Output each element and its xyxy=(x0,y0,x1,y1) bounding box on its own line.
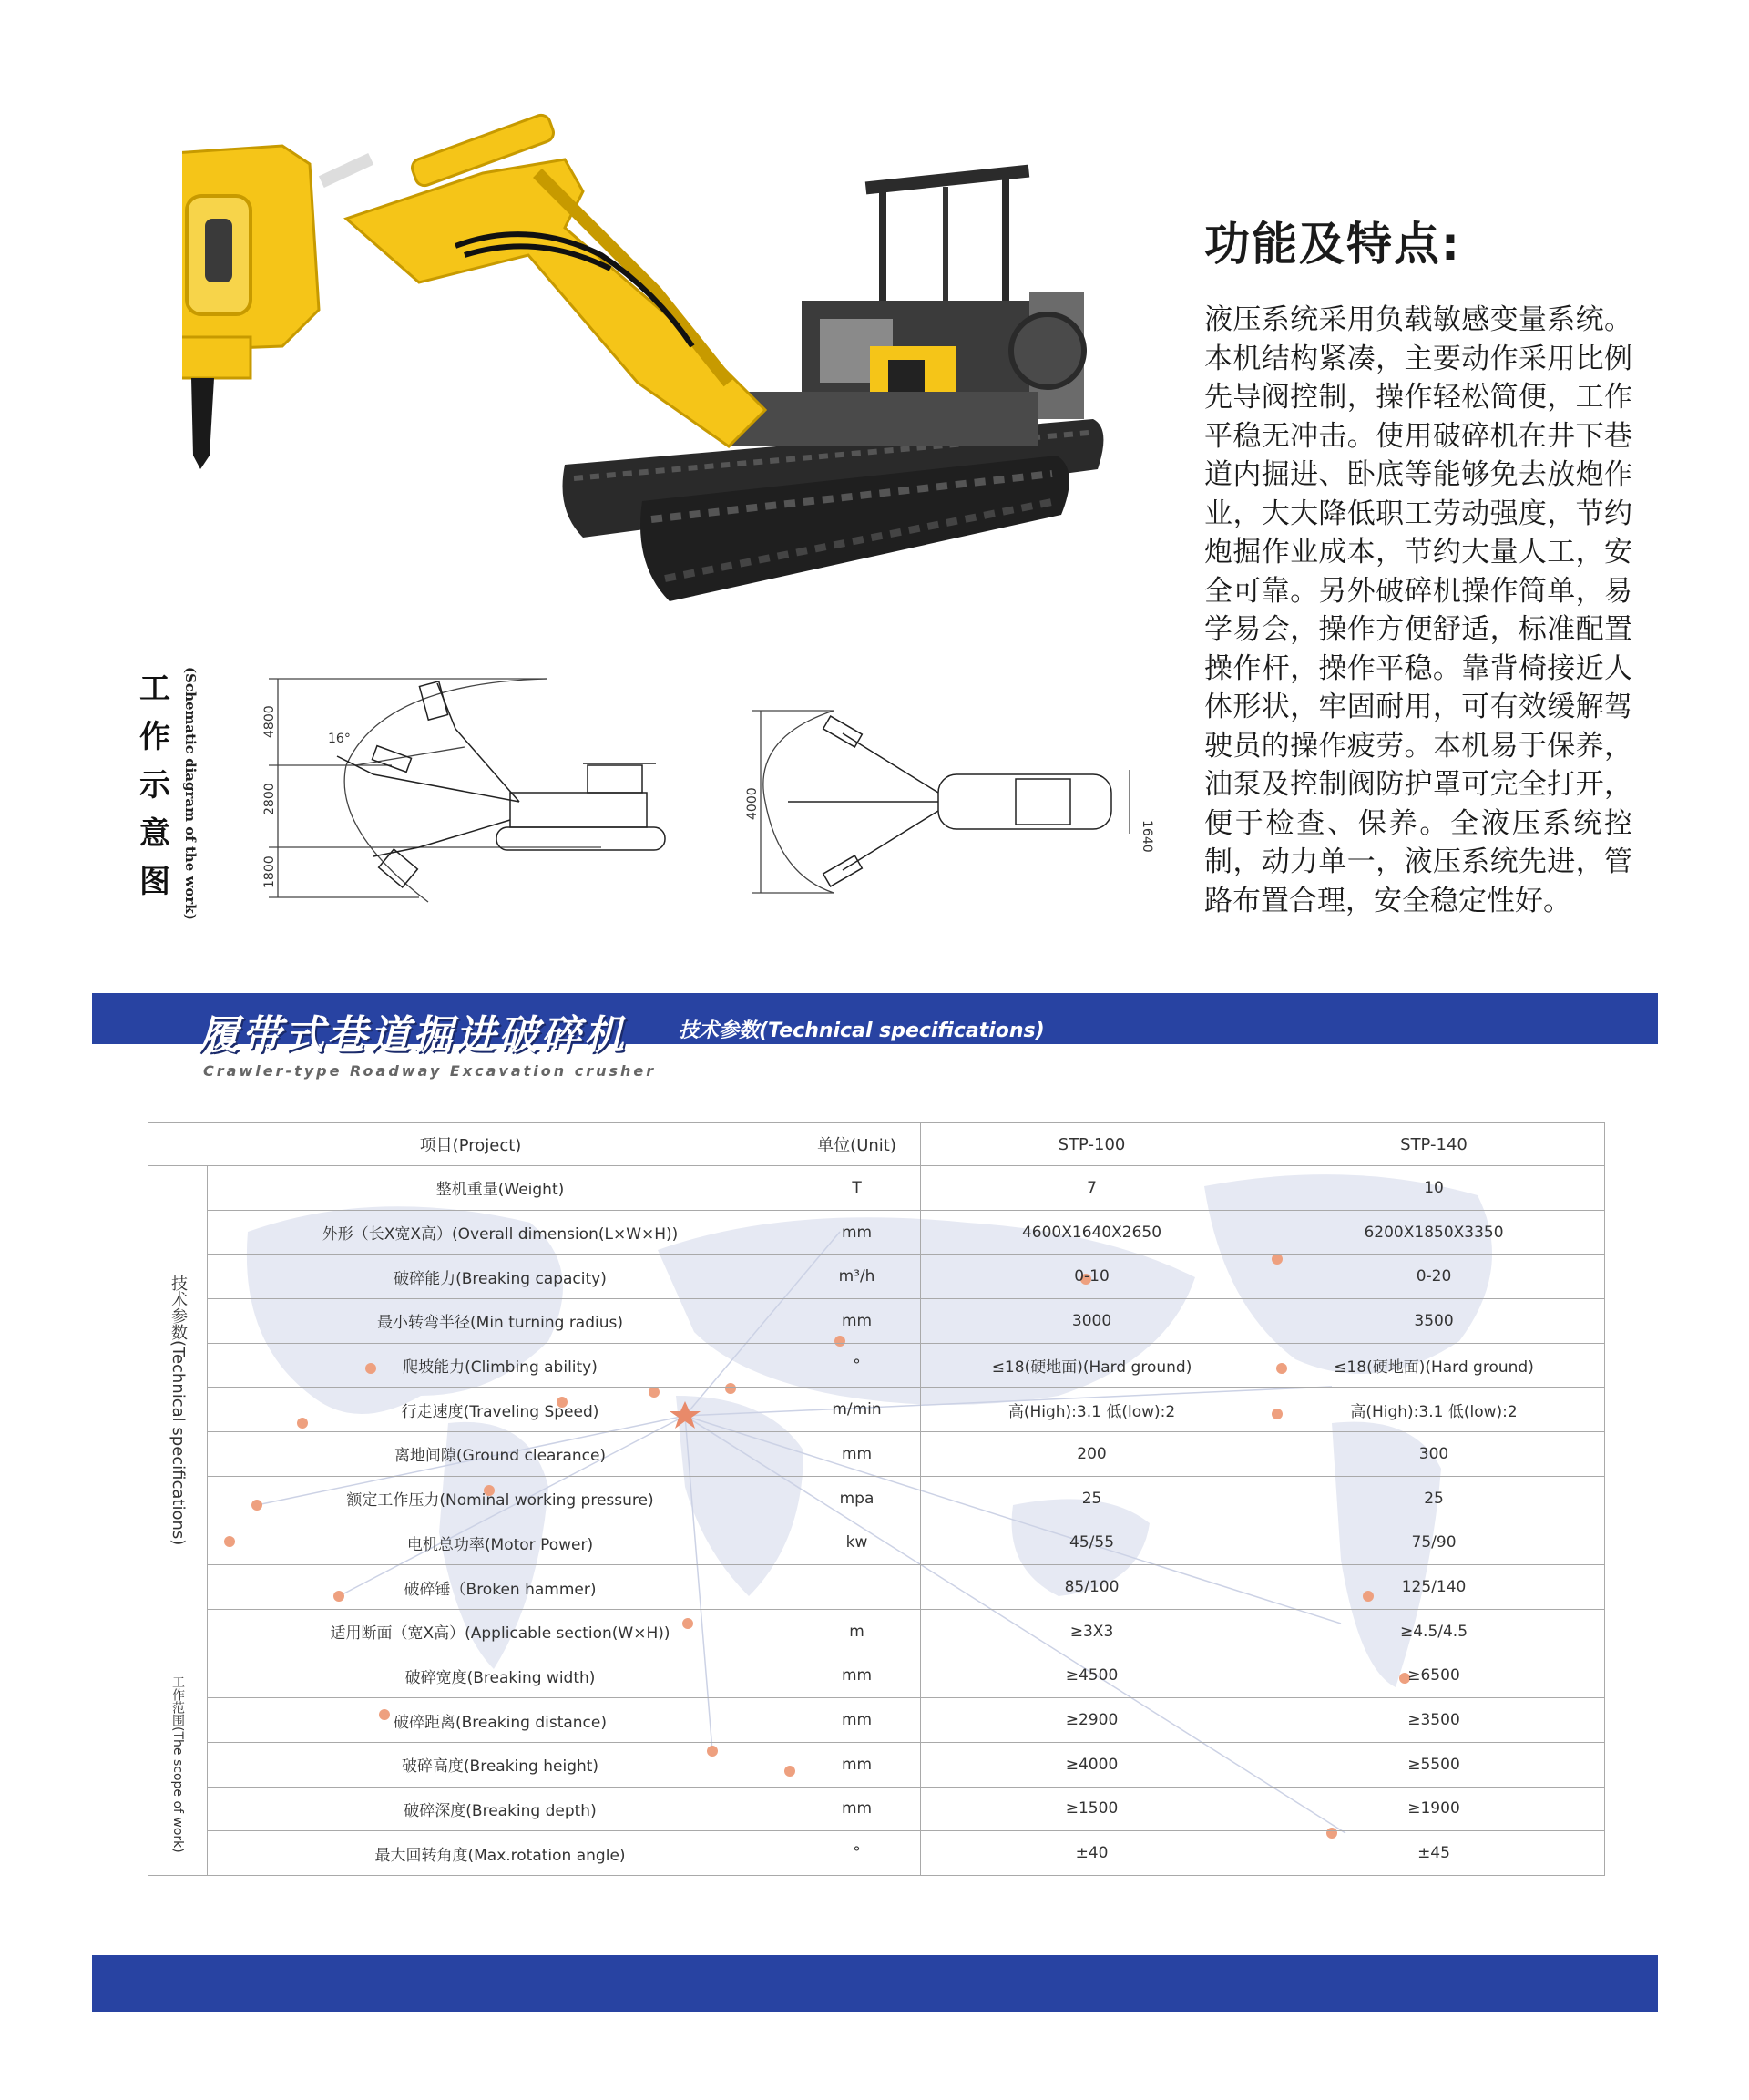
schematic-title-char: 工 xyxy=(139,671,170,707)
item-cell: 外形（长X宽X高）(Overall dimension(L×W×H)) xyxy=(208,1210,793,1255)
table-row xyxy=(148,1565,1605,1610)
table-row xyxy=(148,1742,1605,1787)
stp100-cell: 高(High):3.1 低(low):2 xyxy=(921,1388,1263,1432)
unit-cell: mm xyxy=(793,1787,921,1831)
header-model-1: STP-100 xyxy=(921,1123,1263,1166)
header-unit: 单位(Unit) xyxy=(793,1123,921,1166)
top-view-schematic xyxy=(742,702,1157,897)
stp100-cell: 45/55 xyxy=(921,1521,1263,1565)
item-cell: 破碎能力(Breaking capacity) xyxy=(208,1255,793,1299)
item-cell: 破碎高度(Breaking height) xyxy=(208,1742,793,1787)
stp100-cell: 25 xyxy=(921,1476,1263,1521)
spec-table-container xyxy=(148,1122,1604,1875)
crusher-machine-image xyxy=(182,109,1120,702)
stp100-cell: ≥1500 xyxy=(921,1787,1263,1831)
unit-cell: ° xyxy=(793,1831,921,1876)
unit-cell: mm xyxy=(793,1654,921,1698)
unit-cell: ° xyxy=(793,1343,921,1388)
dimension-4800: 4800 xyxy=(262,705,277,738)
item-cell: 行走速度(Traveling Speed) xyxy=(208,1388,793,1432)
stp100-cell: 3000 xyxy=(921,1299,1263,1344)
stp140-cell: ≥3500 xyxy=(1263,1698,1605,1743)
unit-cell: mm xyxy=(793,1432,921,1477)
item-cell: 破碎宽度(Breaking width) xyxy=(208,1654,793,1698)
schematic-title-en: (Schematic diagram of the work) xyxy=(182,667,199,920)
features-title: 功能及特点: xyxy=(1204,218,1461,271)
unit-cell: m³/h xyxy=(793,1255,921,1299)
item-cell: 破碎锤（Broken hammer) xyxy=(208,1565,793,1610)
stp140-cell: ±45 xyxy=(1263,1831,1605,1876)
table-row xyxy=(148,1210,1605,1255)
stp140-cell: 高(High):3.1 低(low):2 xyxy=(1263,1388,1605,1432)
spec-table xyxy=(148,1122,1605,1876)
item-cell: 最大回转角度(Max.rotation angle) xyxy=(208,1831,793,1876)
stp140-cell: 25 xyxy=(1263,1476,1605,1521)
stp140-cell: ≥4.5/4.5 xyxy=(1263,1609,1605,1654)
header-project: 项目(Project) xyxy=(148,1123,793,1166)
table-row xyxy=(148,1166,1605,1211)
table-row xyxy=(148,1432,1605,1477)
stp100-cell: ≥3X3 xyxy=(921,1609,1263,1654)
category-label: 技术参数(Technical specifications) xyxy=(169,1274,188,1545)
category-label: 工作范围(The scope of work) xyxy=(170,1675,185,1854)
unit-cell: m/min xyxy=(793,1388,921,1432)
item-cell: 破碎深度(Breaking depth) xyxy=(208,1787,793,1831)
table-row xyxy=(148,1476,1605,1521)
table-row xyxy=(148,1831,1605,1876)
item-cell: 破碎距离(Breaking distance) xyxy=(208,1698,793,1743)
dimension-2800: 2800 xyxy=(262,783,277,815)
unit-cell: m xyxy=(793,1609,921,1654)
stp140-cell: ≥5500 xyxy=(1263,1742,1605,1787)
schematic-title-char: 作 xyxy=(139,719,170,755)
banner-spec-label: 技术参数(Technical specifications) xyxy=(679,1019,1045,1042)
item-cell: 电机总功率(Motor Power) xyxy=(208,1521,793,1565)
item-cell: 爬坡能力(Climbing ability) xyxy=(208,1343,793,1388)
machine-body xyxy=(729,292,1084,446)
schematic-title-char: 意 xyxy=(139,815,170,852)
dimension-4000: 4000 xyxy=(745,787,760,820)
top-view-machine-outline xyxy=(788,716,1111,886)
banner-title-cn: 履带式巷道掘进破碎机 xyxy=(199,1012,627,1059)
table-row xyxy=(148,1521,1605,1565)
dimension-1640: 1640 xyxy=(1140,820,1154,853)
angle-label: 16° xyxy=(328,732,351,746)
stp100-cell: 0-10 xyxy=(921,1255,1263,1299)
dimension-1800: 1800 xyxy=(262,855,277,888)
side-view-schematic xyxy=(237,665,711,911)
table-row xyxy=(148,1654,1605,1698)
stp100-cell: 4600X1640X2650 xyxy=(921,1210,1263,1255)
stp140-cell: 3500 xyxy=(1263,1299,1605,1344)
stp100-cell: ≥2900 xyxy=(921,1698,1263,1743)
item-cell: 离地间隙(Ground clearance) xyxy=(208,1432,793,1477)
table-row xyxy=(148,1609,1605,1654)
unit-cell: T xyxy=(793,1166,921,1211)
features-description: 液压系统采用负载敏感变量系统。本机结构紧凑，主要动作采用比例先导阀控制，操作轻松简便，工作平稳无冲击。使用破碎机在井下巷道内掘进、卧底等能够免去放炮作业，大大降低职工劳动强度，节约炮掘作业成本，节约大量人工，安全可靠。另外破碎机操作简单，易学易会，操作方便舒适，标准配置操作杆，操作平稳。靠背椅接近人体形状，牢固耐用，可有效缓解驾驶员的操作疲劳。本机易于保养，油泵及控制阀防护罩可完全打开，便于检查、保养。全液压系统控制，动力单一，液压系统先进，管路布置合理，安全稳定性好。 xyxy=(1204,303,1632,917)
stp100-cell: ≥4500 xyxy=(921,1654,1263,1698)
unit-cell: mm xyxy=(793,1698,921,1743)
footer-banner xyxy=(92,1955,1658,2012)
stp140-cell: ≥6500 xyxy=(1263,1654,1605,1698)
stp100-cell: ≤18(硬地面)(Hard ground) xyxy=(921,1343,1263,1388)
category-cell xyxy=(148,1654,208,1875)
stp140-cell: 75/90 xyxy=(1263,1521,1605,1565)
table-row xyxy=(148,1698,1605,1743)
stp140-cell: 10 xyxy=(1263,1166,1605,1211)
item-cell: 整机重量(Weight) xyxy=(208,1166,793,1211)
hydraulic-boom xyxy=(319,113,765,446)
stp140-cell: 0-20 xyxy=(1263,1255,1605,1299)
unit-cell xyxy=(793,1565,921,1610)
stp100-cell: 7 xyxy=(921,1166,1263,1211)
table-row xyxy=(148,1255,1605,1299)
breaker-hammer xyxy=(182,146,319,469)
schematic-title-char: 图 xyxy=(139,864,170,900)
stp140-cell: 6200X1850X3350 xyxy=(1263,1210,1605,1255)
stp140-cell: ≤18(硬地面)(Hard ground) xyxy=(1263,1343,1605,1388)
unit-cell: mm xyxy=(793,1299,921,1344)
item-cell: 适用断面（宽X高）(Applicable section(W×H)) xyxy=(208,1609,793,1654)
unit-cell: mm xyxy=(793,1210,921,1255)
item-cell: 最小转弯半径(Min turning radius) xyxy=(208,1299,793,1344)
stp140-cell: 125/140 xyxy=(1263,1565,1605,1610)
table-row xyxy=(148,1787,1605,1831)
table-row xyxy=(148,1343,1605,1388)
category-cell xyxy=(148,1166,208,1654)
stp100-cell: ≥4000 xyxy=(921,1742,1263,1787)
unit-cell: mm xyxy=(793,1742,921,1787)
header-model-2: STP-140 xyxy=(1263,1123,1605,1166)
table-row xyxy=(148,1299,1605,1344)
table-row xyxy=(148,1388,1605,1432)
schematic-machine-outline xyxy=(337,681,665,887)
unit-cell: mpa xyxy=(793,1476,921,1521)
stp140-cell: ≥1900 xyxy=(1263,1787,1605,1831)
schematic-title-cn xyxy=(135,665,175,907)
stp140-cell: 300 xyxy=(1263,1432,1605,1477)
stp100-cell: ±40 xyxy=(921,1831,1263,1876)
stp100-cell: 85/100 xyxy=(921,1565,1263,1610)
unit-cell: kw xyxy=(793,1521,921,1565)
banner-title-en: Crawler-type Roadway Excavation crusher xyxy=(203,1062,657,1080)
stp100-cell: 200 xyxy=(921,1432,1263,1477)
item-cell: 额定工作压力(Nominal working pressure) xyxy=(208,1476,793,1521)
table-header-row xyxy=(148,1123,1605,1166)
schematic-title-char: 示 xyxy=(139,767,170,804)
